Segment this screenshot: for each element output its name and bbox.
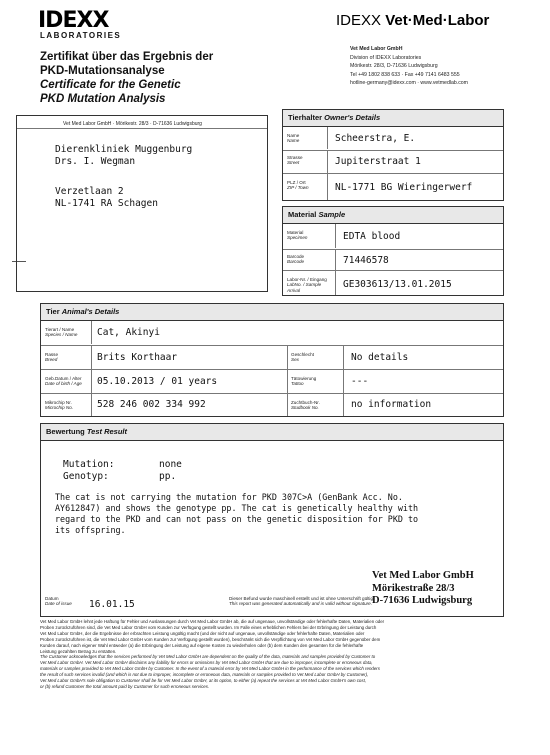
disclaimer-line: or (b) refund Customer the total amount paid by Customer for such erroneous services. [40, 683, 210, 689]
field-label: Tierart / Name Species / Name [45, 327, 78, 338]
result-text-line: The cat is not carrying the mutation for PKD 307C>A (GenBank Acc. No. [55, 492, 403, 502]
title-en-line: PKD Mutation Analysis [40, 93, 166, 105]
sample-header: Material Sample [283, 207, 503, 224]
field-label: Material Specimen [287, 230, 308, 241]
lab-address-line: Division of IDEXX Laboratories [350, 54, 422, 61]
lab-stamp [372, 570, 474, 608]
title-de-line: Zertifikat über das Ergebnis der [40, 51, 214, 63]
animal-stud: no information [351, 399, 432, 410]
animal-breed-row [41, 345, 503, 369]
divider [287, 394, 288, 416]
divider [327, 127, 328, 149]
owner-header-en: Owner's Details [324, 113, 381, 122]
recipient-line: Verzetlaan 2 [55, 186, 124, 197]
field-label: Name Name [287, 133, 300, 144]
owner-header-de: Tierhalter [288, 113, 323, 122]
animal-chip: 528 246 002 334 992 [97, 399, 206, 410]
result-text-line: AY612847) and shows the genotype pp. The cat is genetically healthy with [55, 503, 419, 513]
divider [335, 271, 336, 295]
animal-dob-row [41, 369, 503, 393]
field-label: Barcode Barcode [287, 254, 305, 265]
divider [327, 151, 328, 173]
recipient-line: Dierenkliniek Muggenburg [55, 144, 193, 155]
owner-city-row [283, 173, 503, 200]
recipient-address-box [16, 115, 268, 292]
brand-name: Vet·Med·Labor [385, 12, 490, 29]
title-de-line: PKD-Mutationsanalyse [40, 65, 165, 77]
animal-name-row [41, 321, 503, 344]
disclaimer-line: Vet Med Labor GmbH's sole obligation to Customer shall be for Vet Med Labor GmbH, at its option, to either (a) repeat the services at Vet Med Labor GmbH's own cost, [40, 678, 367, 684]
idexx-logo: IDEXX [38, 8, 109, 33]
divider [335, 224, 336, 248]
divider [91, 394, 92, 416]
stamp-line: Mörikestraße 28/3 [372, 582, 455, 594]
disclaimer-line: Vet Med Labor GmbH, der die Ergebnisse der erbrachten Leistung ungültig macht (und der nicht auf ungenaue, unvollständige oder fehlerhafte Daten, Materialien oder [40, 630, 365, 636]
disclaimer-line: Proben zurückzuführen sind, die Vet Med Labor GmbH vom Kunden zur Verfügung gestellt wurden. Im Falle eines erheblichen Fehlers bei der Erbringung der Leistung durch [40, 624, 377, 630]
disclaimer-line: materials or samples provided to Vet Med Labor GmbH by Customer. In the event of a material error by Vet Med Labor GmbH in the performance of the services which renders [40, 666, 380, 672]
divider [91, 370, 92, 393]
divider [91, 321, 92, 344]
divider [287, 346, 288, 369]
sample-details-box [282, 206, 504, 296]
disclaimer-line: Vet Med Labor GmbH lehnt jede Haftung für Fehler und Auslassungen durch Vet Med Labor GmbH ab, die auf ungenaue, unvollständige oder fehlerhafte Daten, Materialien oder [40, 619, 385, 624]
return-address: Vet Med Labor GmbH · Mörikestr. 28/3 · D-71636 Ludwigsburg [63, 121, 202, 127]
field-label: Geb.Datum / Alter Date of birth / Age [45, 376, 82, 387]
title-english [40, 78, 181, 106]
animal-sex: No details [351, 352, 409, 363]
lab-address-line: hotline-germany@idexx.com · www.vetmedlab.com [350, 80, 468, 86]
result-text-line: regard to the PKD and can not pass on the genetic disposition for PKD to [55, 514, 419, 524]
owner-street-row [283, 150, 503, 173]
genotype-label: Genotyp: [63, 471, 109, 482]
disclaimer-line: Proben zurückzuführen ist, die Vet Med Labor GmbH vom Kunden zur Verfügung gestellt wurden), beschränkt sich die Verpflichtung von Vet Med Labor GmbH gegenüber dem [40, 636, 381, 642]
result-text [55, 492, 418, 536]
animal-header: Tier Animal's Details [41, 304, 503, 321]
genotype-value: pp. [159, 471, 177, 482]
field-label: PLZ / Ort ZIP / Town [287, 180, 309, 191]
auto-report-note: Dieser Befund wurde maschinell erstellt und ist ohne Unterschrift gültig. This report was generated automatically and is valid without signature. [229, 596, 375, 607]
date-label: Datum Date of issue [45, 596, 72, 607]
field-label: Zuchtbuch-Nr. Studbook No. [291, 400, 320, 411]
stamp-line: Vet Med Labor GmbH [372, 570, 474, 581]
brand-title [336, 12, 489, 29]
owner-city: NL-1771 BG Wieringerwerf [335, 182, 473, 193]
divider [17, 128, 267, 129]
sample-barcode-row [283, 249, 503, 270]
result-header: Bewertung Test Result [41, 424, 503, 441]
mutation-label: Mutation: [63, 459, 115, 470]
brand-prefix: IDEXX [336, 12, 386, 29]
lab-address-line: Mörikestr. 28/3, D-71636 Ludwigsburg [350, 63, 438, 69]
sample-material-row [283, 224, 503, 248]
field-label: Labor-Nr. / Eingang LabNo. / Sample Arrival [287, 277, 327, 293]
logo-subtitle: LABORATORIES [40, 31, 122, 40]
disclaimer-line: Leistung gezahlten Betrag zu erstatten. [40, 648, 117, 654]
divider [335, 250, 336, 270]
divider [327, 174, 328, 200]
field-label: Strasse Street [287, 155, 303, 166]
disclaimer-line: the result of such services invalid (and which is not due to improper, incomplete or erroneous data, materials or samples provided to Vet Med Labor GmbH by Customer), [40, 672, 369, 678]
recipient-line: Drs. I. Wegman [55, 156, 136, 167]
disclaimer-line: Vet Med Labor GmbH. Vet Med Labor GmbH disclaims any liability for errors or omissions by Vet Med Labor GmbH that are due to improper, incomplete or erroneous data, [40, 660, 373, 666]
field-label: Tätowierung Tattoo [291, 376, 317, 387]
disclaimer-line: The Customer acknowledges that the services performed by Vet Med Labor GmbH are dependent on the quality of the data, materials and samples provided by Customer to [40, 654, 376, 660]
sample-labnr: GE303613/13.01.2015 [343, 279, 452, 290]
divider [91, 346, 92, 369]
issue-date: 16.01.15 [89, 599, 135, 610]
mutation-value: none [159, 459, 182, 470]
owner-details-box [282, 109, 504, 201]
owner-street: Jupiterstraat 1 [335, 156, 421, 167]
divider [343, 346, 344, 369]
animal-breed: Brits Korthaar [97, 352, 178, 363]
animal-chip-row [41, 393, 503, 416]
field-label: Rasse Breed [45, 352, 59, 363]
disclaimer-line: Kunden darauf, nach eigener Wahl entweder (a) die Erbringung der Leistung auf eigene Kosten zu wiederholen oder (b) dem Kunden den gesamten für die fehlerhafte [40, 642, 364, 648]
field-label: Geschlecht Sex [291, 352, 314, 363]
lab-address [350, 45, 468, 88]
sample-labnr-row [283, 270, 503, 295]
lab-address-line: Tel +49 1802 838 633 · Fax +49 7141 6483 555 [350, 71, 460, 78]
title-en-line: Certificate for the Genetic [40, 79, 181, 91]
owner-name-row [283, 127, 503, 149]
animal-details-box [40, 303, 504, 417]
divider [287, 370, 288, 393]
lab-address-line: Vet Med Labor GmbH [350, 46, 403, 52]
sample-material: EDTA blood [343, 231, 401, 242]
disclaimer [40, 619, 512, 690]
stamp-line: D-71636 Ludwigsburg [372, 595, 473, 606]
result-text-line: its offspring. [55, 525, 126, 535]
divider [343, 370, 344, 393]
sample-barcode: 71446578 [343, 255, 389, 266]
recipient-line: NL-1741 RA Schagen [55, 198, 158, 209]
owner-name: Scheerstra, E. [335, 133, 416, 144]
animal-dob: 05.10.2013 / 01 years [97, 376, 218, 387]
animal-name: Cat, Akinyi [97, 327, 160, 338]
owner-header [283, 110, 503, 127]
title-german [40, 50, 213, 78]
divider [343, 394, 344, 416]
field-label: Mikrochip Nr. Microchip No. [45, 400, 74, 411]
animal-tattoo: --- [351, 376, 369, 387]
